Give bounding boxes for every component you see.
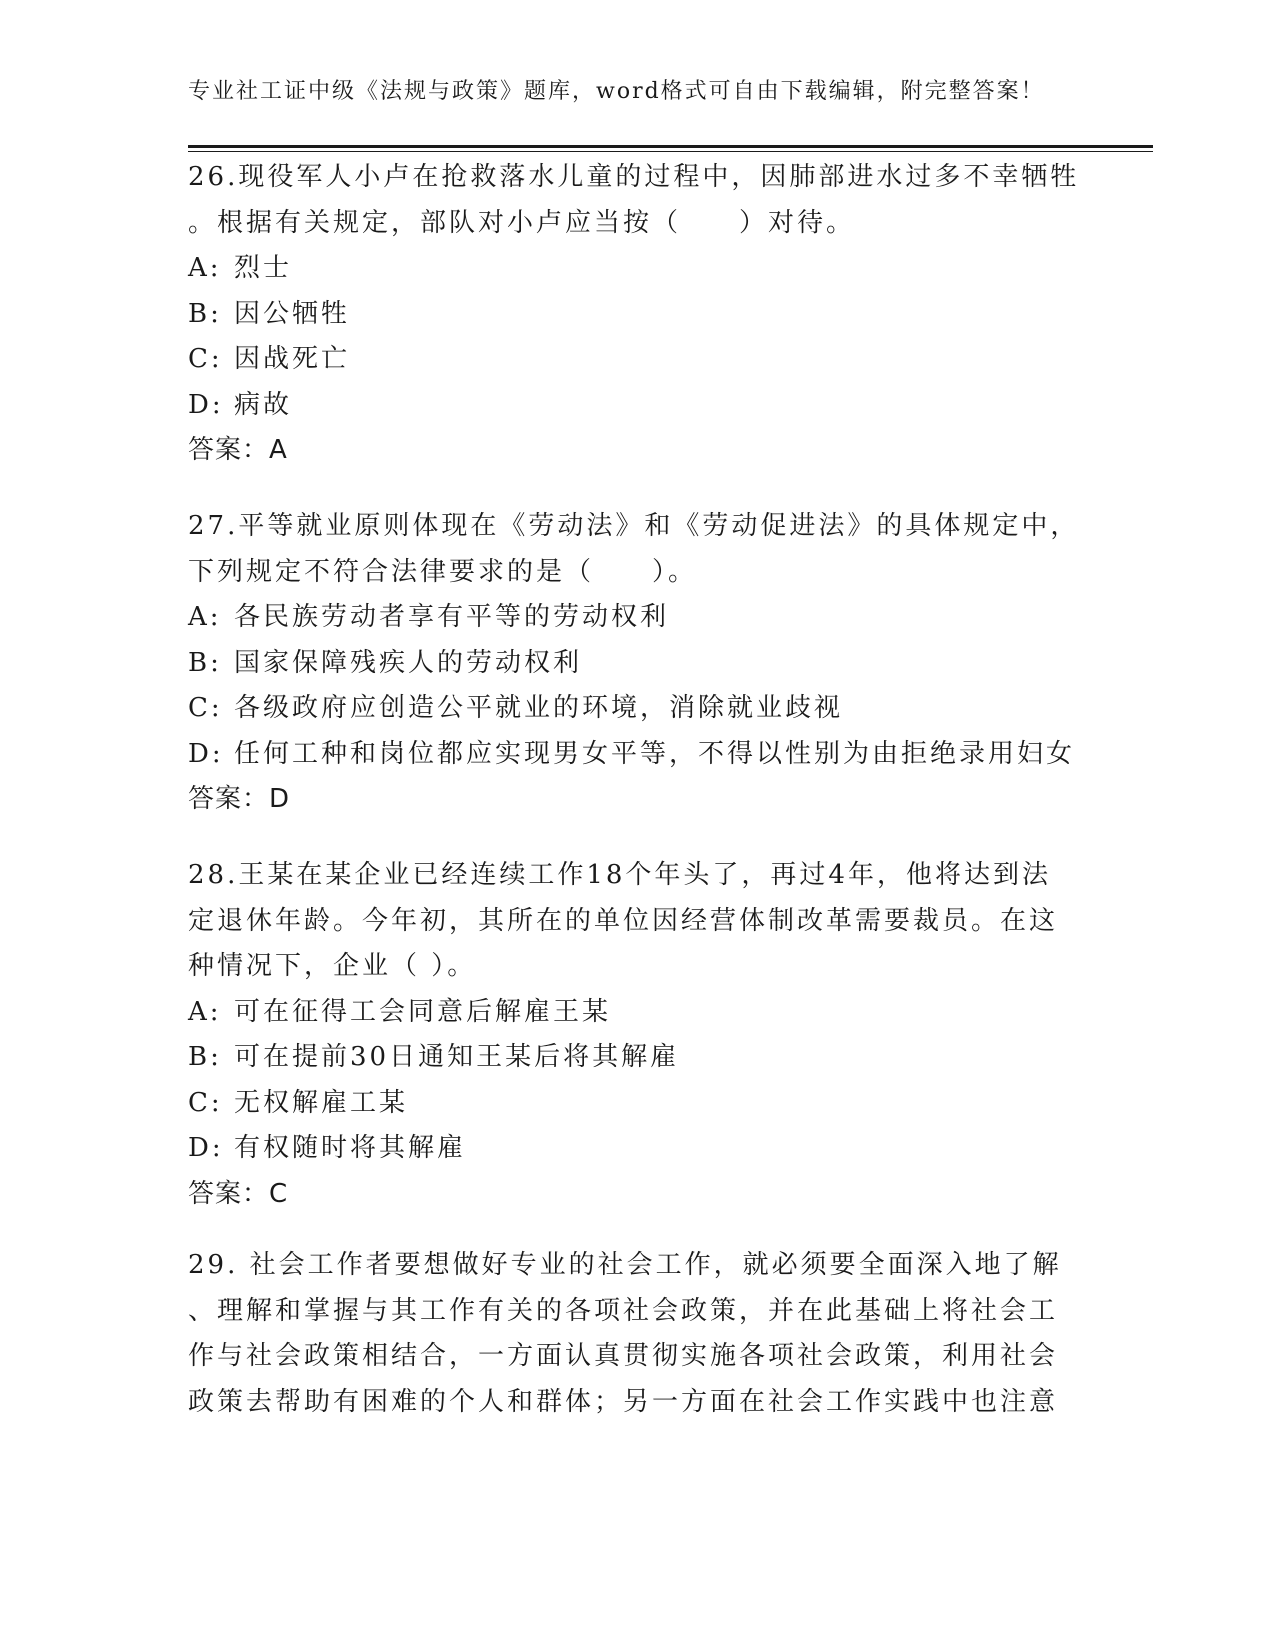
- question-stem-line: 29. 社会工作者要想做好专业的社会工作，就必须要全面深入地了解: [188, 1250, 1062, 1280]
- answer-line: 答案：D: [188, 784, 291, 814]
- option-a: [188, 246, 1108, 292]
- option-text: 因公牺牲: [234, 298, 351, 329]
- question-26: [188, 155, 1108, 474]
- question-stem-line: 定退休年龄。今年初，其所在的单位因经营体制改革需要裁员。在这: [188, 905, 1059, 936]
- option-text: 因战死亡: [234, 344, 351, 374]
- header-rule-thin: [188, 151, 1153, 152]
- option-letter: D:: [188, 389, 224, 420]
- question-stem-line: 28.王某在某企业已经连续工作18个年头了，再过4年，他将达到法: [188, 860, 1051, 890]
- option-c: [188, 337, 1108, 383]
- option-text: 有权随时将其解雇: [234, 1133, 467, 1163]
- answer-line: 答案：C: [188, 1178, 289, 1209]
- option-letter: B:: [188, 647, 222, 678]
- option-letter: A:: [188, 996, 222, 1027]
- option-text: 烈士: [234, 253, 293, 283]
- question-28: [188, 853, 1108, 1217]
- option-letter: C:: [188, 1087, 223, 1118]
- option-b: [188, 292, 1108, 338]
- page-header-title: 专业社工证中级《法规与政策》题库，word格式可自由下载编辑，附完整答案！: [188, 79, 1045, 104]
- option-text: 可在征得工会同意后解雇王某: [234, 996, 612, 1027]
- option-letter: A:: [188, 602, 222, 632]
- option-text: 病故: [234, 389, 293, 420]
- option-letter: D:: [188, 1133, 224, 1163]
- option-a: [188, 595, 1108, 641]
- option-letter: D:: [188, 738, 224, 769]
- question-stem-line: 作与社会政策相结合，一方面认真贯彻实施各项社会政策，利用社会: [188, 1341, 1059, 1371]
- option-c: [188, 686, 1108, 732]
- option-d: [188, 383, 1108, 429]
- option-text: 国家保障残疾人的劳动权利: [234, 647, 583, 678]
- option-letter: B:: [188, 298, 222, 329]
- option-letter: C:: [188, 344, 223, 374]
- option-letter: A:: [188, 253, 222, 283]
- answer-line: 答案：A: [188, 435, 288, 465]
- header-rule-thick: [188, 145, 1153, 148]
- option-d: [188, 1126, 1108, 1172]
- option-text: 任何工种和岗位都应实现男女平等，不得以性别为由拒绝录用妇女: [234, 738, 1076, 769]
- option-c: [188, 1081, 1108, 1127]
- question-27: [188, 504, 1108, 823]
- question-stem-line: 27.平等就业原则体现在《劳动法》和《劳动促进法》的具体规定中，: [188, 511, 1080, 541]
- question-stem-line: 种情况下，企业（ ）。: [188, 951, 477, 981]
- option-a: [188, 990, 1108, 1036]
- question-stem-line: 、理解和掌握与其工作有关的各项社会政策，并在此基础上将社会工: [188, 1295, 1059, 1326]
- option-letter: C:: [188, 693, 223, 723]
- option-b: [188, 1035, 1108, 1081]
- question-29: [188, 1243, 1108, 1425]
- question-stem-line: 。根据有关规定，部队对小卢应当按（ ）对待。: [188, 207, 856, 238]
- option-text: 无权解雇工某: [234, 1087, 409, 1118]
- option-b: [188, 641, 1108, 687]
- option-d: [188, 732, 1108, 778]
- question-stem-line: 下列规定不符合法律要求的是（ ）。: [188, 556, 698, 587]
- question-stem-line: 26.现役军人小卢在抢救落水儿童的过程中，因肺部进水过多不幸牺牲: [188, 162, 1080, 192]
- option-letter: B:: [188, 1042, 222, 1072]
- option-text: 各级政府应创造公平就业的环境，消除就业歧视: [234, 693, 844, 723]
- question-stem-line: 政策去帮助有困难的个人和群体；另一方面在社会工作实践中也注意: [188, 1386, 1059, 1417]
- option-text: 各民族劳动者享有平等的劳动权利: [234, 602, 670, 632]
- option-text: 可在提前30日通知王某后将其解雇: [234, 1042, 680, 1072]
